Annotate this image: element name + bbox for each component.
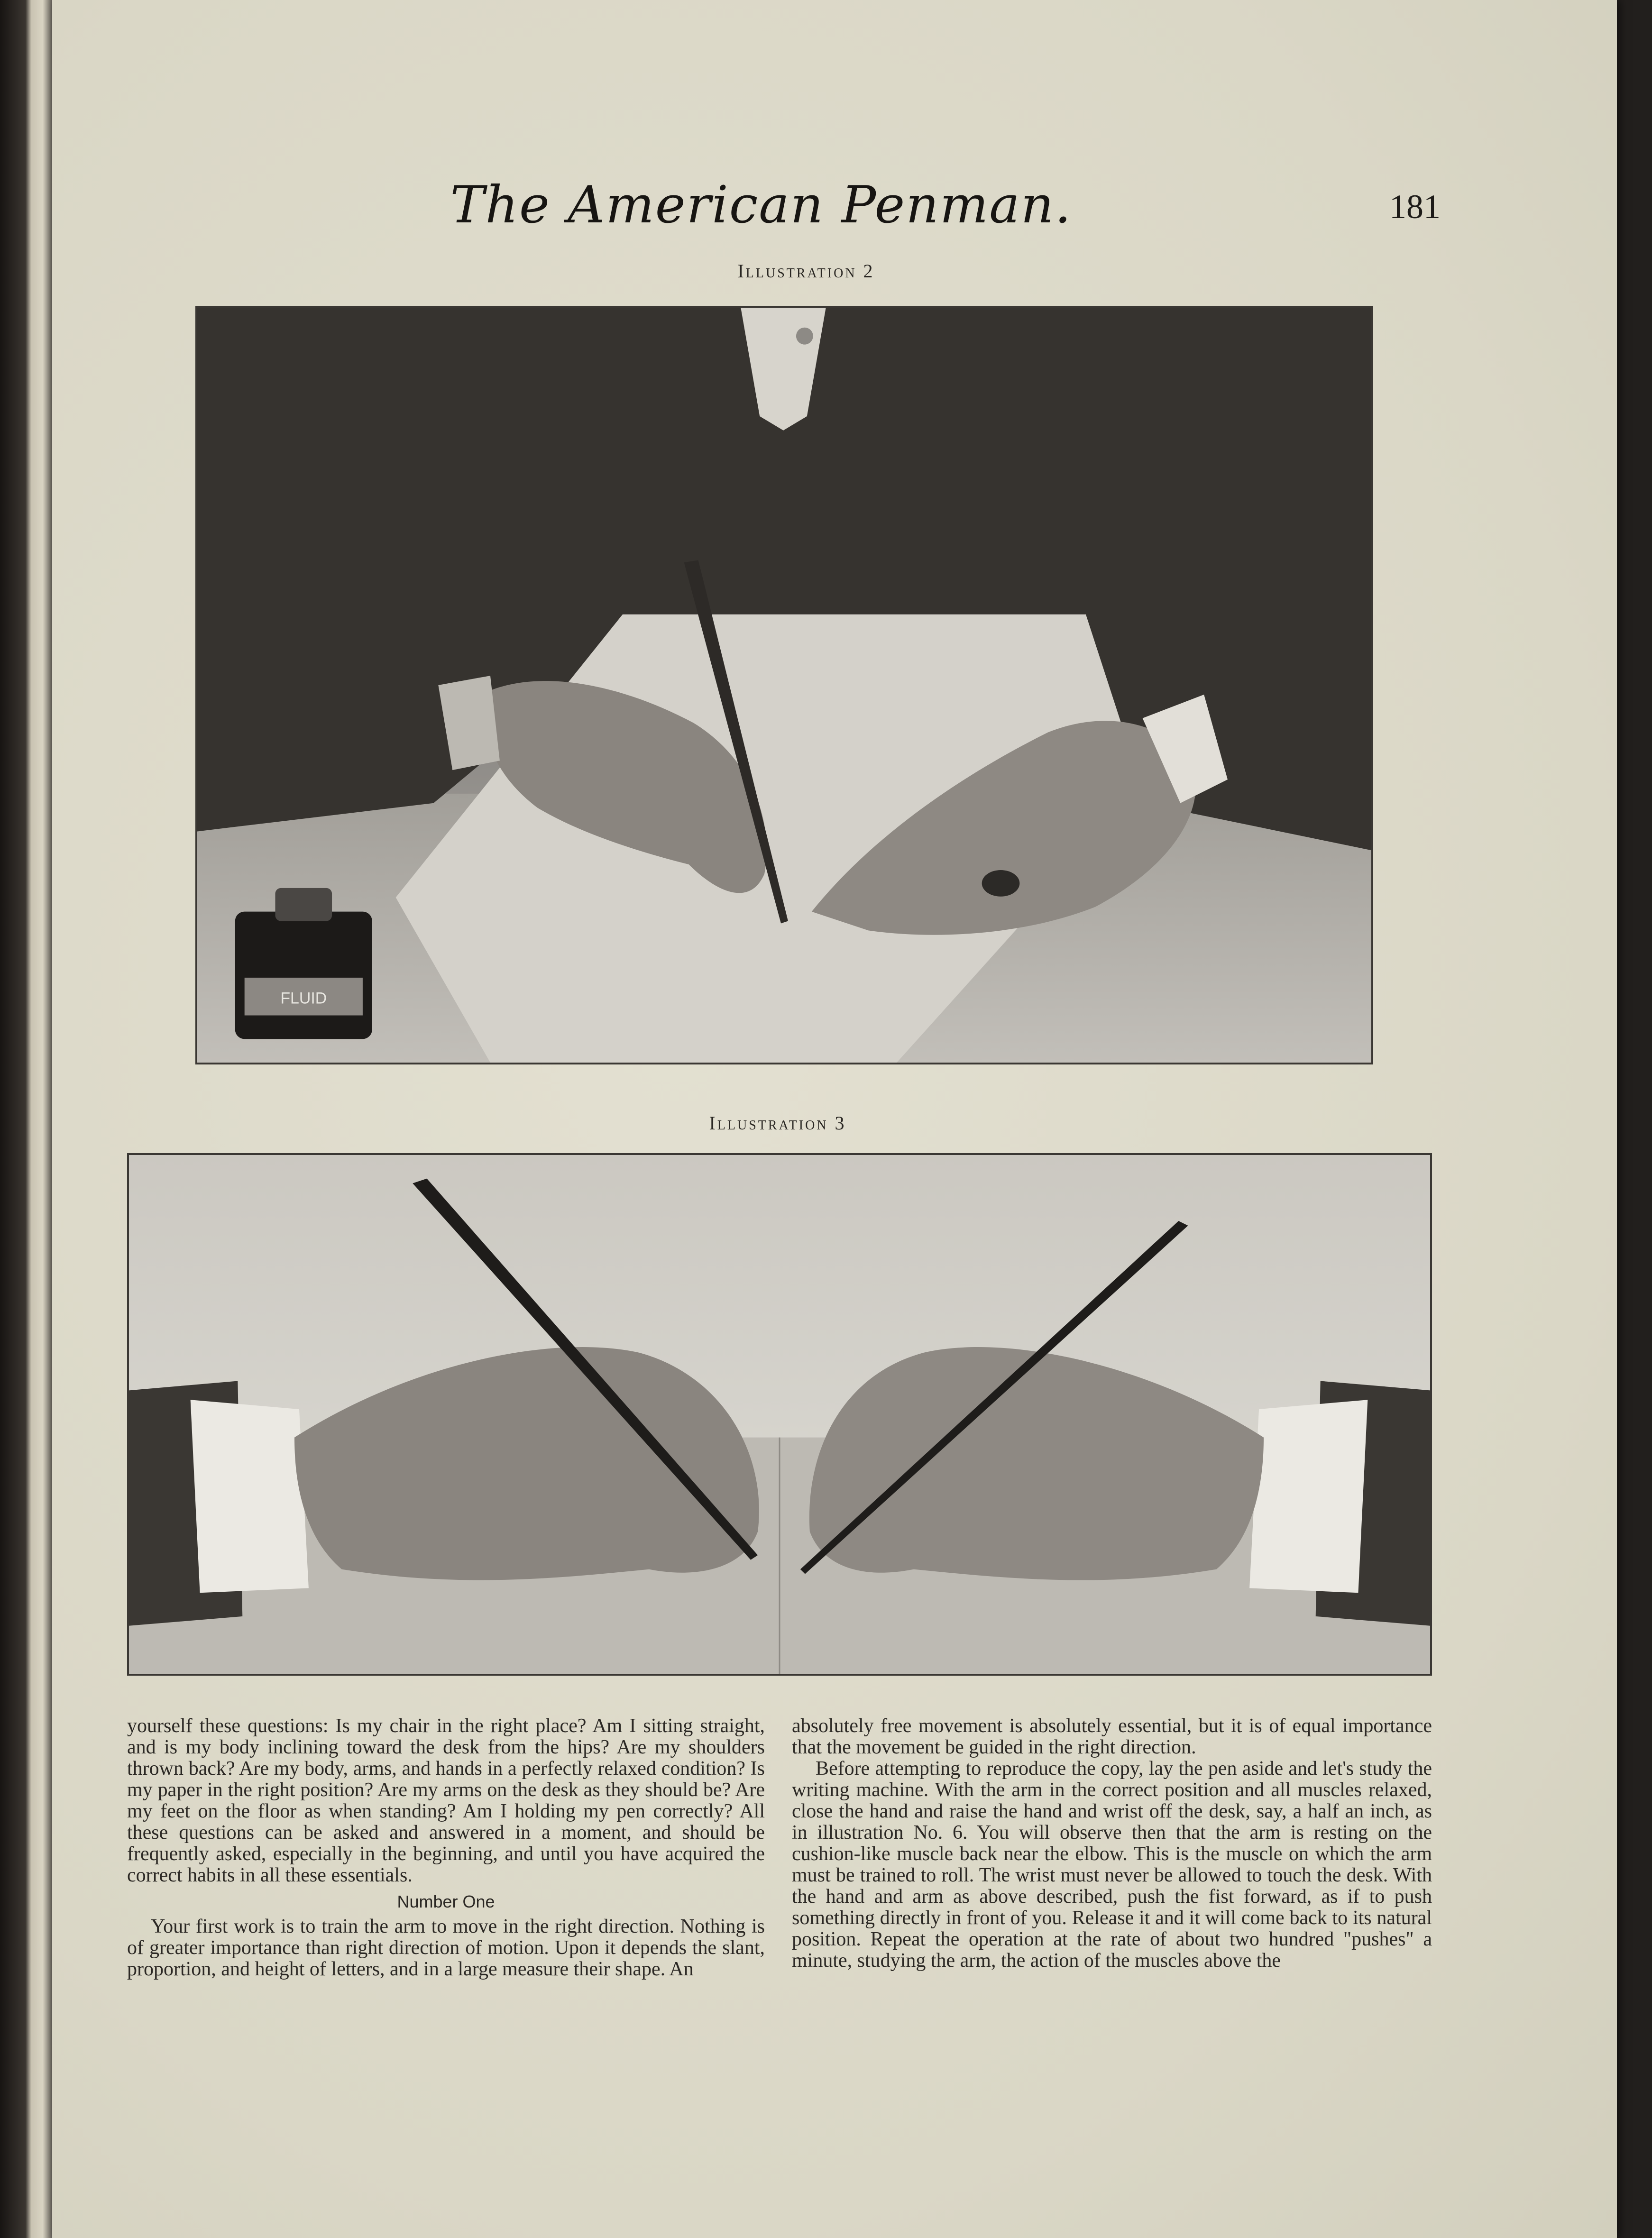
illustration-2-caption: Illustration 2 <box>737 260 875 282</box>
right-paragraph-2: Before attempting to reproduce the copy, lay the pen aside and let's study the writing machine. With the arm in the correct position and all muscles relaxed, close the hand and raise the hand and wrist off the desk, say, a half an inch, as in illustration No. 6. You will observe then that the arm is resting on the cushion-like muscle back near the elbow. This is the muscle on which the arm must be trained to roll. The wrist must never be allowed to touch the desk. With the hand and arm as above described, push the fist forward, as if to push something directly in front of you. Release it and it will come back to its natural position. Repeat the operation at the rate of about two hundred "pushes" a minute, studying the arm, the action of the muscles above the <box>792 1758 1432 1972</box>
right-paragraph-1: absolutely free movement is absolutely essential, but it is of equal importance that the movement be guided in the right direction. <box>792 1715 1432 1758</box>
illustration-3-caption: Illustration 3 <box>709 1112 846 1134</box>
right-text-column <box>792 1715 1432 1972</box>
left-paragraph-1: yourself these questions: Is my chair in the right place? Am I sitting straight, and is my body inclining toward the desk from the hips? Are my shoulders thrown back? Are my body, arms, and hands in a perfectly relaxed condition? Is my paper in the right position? Are my arms on the desk as they should be? Are my feet on the floor as when standing? Am I holding my pen correctly? All these questions can be asked and answered in a moment, and should be frequently asked, especially in the beginning, and until you have acquired the correct habits in all these essentials. <box>127 1715 765 1886</box>
ink-bottle-label: FLUID <box>280 989 327 1008</box>
binding-spine <box>0 0 57 2238</box>
left-cuff <box>191 1400 309 1593</box>
left-text-column <box>127 1715 765 1980</box>
illustration-3-photo <box>127 1153 1432 1676</box>
left-paragraph-2: Your first work is to train the arm to move in the right direction. Nothing is of greater importance than right direction of motion. Upon it depends the slant, proportion, and height of letters, and in a large measure their shape. An <box>127 1916 765 1980</box>
masthead-title: The American Penman. <box>450 175 1072 235</box>
section-heading-number-one: Number One <box>397 1892 495 1911</box>
illustration-2-photo <box>195 306 1373 1064</box>
background-edge <box>1617 0 1652 2238</box>
page-number: 181 <box>1389 188 1441 226</box>
right-cuff <box>1249 1400 1367 1593</box>
writing-posture-photo <box>197 308 1371 1063</box>
pen-holding-photo <box>129 1155 1430 1674</box>
